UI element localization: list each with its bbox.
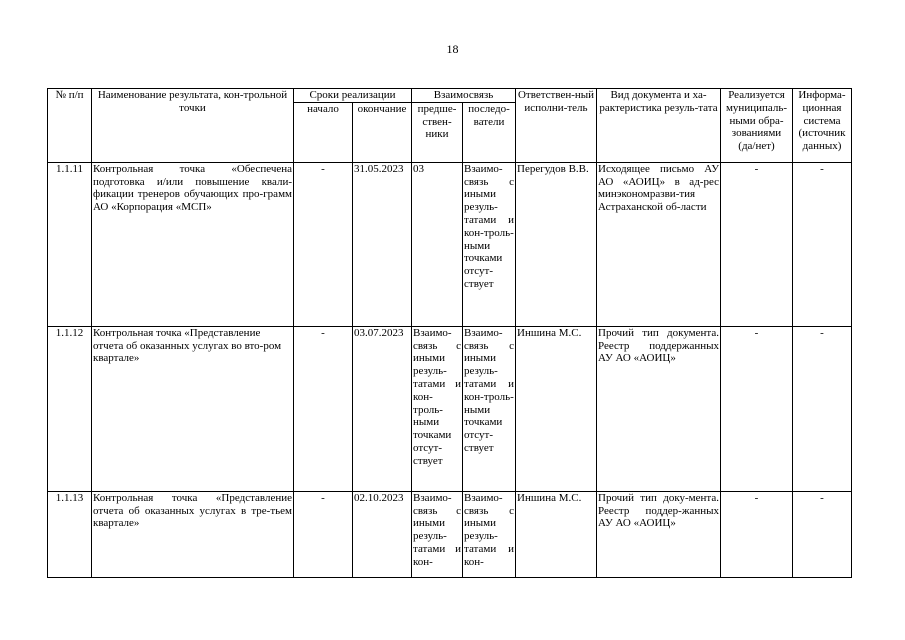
row-num: 1.1.11: [48, 162, 92, 326]
row-num: 1.1.12: [48, 326, 92, 491]
row-name: Контрольная точка «Представление отчета об оказанных услугах во вто-ром квартале»: [92, 326, 294, 491]
row-successors: Взаимо-связь с иными резуль-татами и кон-троль-ными точками отсут-ствует: [463, 162, 516, 326]
row-predecessors: 03: [412, 162, 463, 326]
page-number: 18: [446, 42, 459, 56]
header-link: Взаимосвязь: [412, 89, 516, 103]
row-end: 02.10.2023: [353, 491, 412, 577]
row-start: -: [294, 491, 353, 577]
row-responsible: Иншина М.С.: [516, 491, 597, 577]
row-document: Прочий тип документа. Реестр поддержанных АУ АО «АОИЦ»: [597, 326, 721, 491]
row-predecessors-text: Взаимо-связь с иными резуль-татами и кон-: [413, 491, 461, 568]
row-responsible: Перегудов В.В.: [516, 162, 597, 326]
row-name: Контрольная точка «Обеспечена подготовка и/или повышение квали-фикации тренеров обучающих про-грамм АО «Корпорация «МСП»: [92, 162, 294, 326]
header-num: № п/п: [48, 89, 92, 163]
row-successors: [463, 491, 516, 577]
row-document: Исходящее письмо АУ АО «АОИЦ» в ад-рес минэкономразви-тия Астраханской об-ласти: [597, 162, 721, 326]
header-successors: последо-ватели: [463, 102, 516, 162]
row-info-system: -: [793, 491, 852, 577]
row-municipal: -: [721, 491, 793, 577]
row-info-system: -: [793, 162, 852, 326]
row-num: 1.1.13: [48, 491, 92, 577]
control-points-table: [47, 88, 852, 578]
header-terms: Сроки реализации: [294, 89, 412, 103]
row-successors: Взаимо-связь с иными резуль-татами и кон-троль-ными точками отсут-ствует: [463, 326, 516, 491]
row-name: Контрольная точка «Представление отчета об оказанных услугах в тре-тьем квартале»: [92, 491, 294, 577]
row-predecessors: [412, 491, 463, 577]
row-start: -: [294, 162, 353, 326]
row-document: Прочий тип доку-мента. Реестр поддер-жанных АУ АО «АОИЦ»: [597, 491, 721, 577]
table-row: [48, 491, 852, 577]
row-responsible: Иншина М.С.: [516, 326, 597, 491]
table-header: [48, 89, 852, 163]
row-start: -: [294, 326, 353, 491]
header-end: окончание: [353, 102, 412, 162]
table-row: [48, 162, 852, 326]
header-responsible: Ответствен-ный исполни-тель: [516, 89, 597, 163]
header-info-system: Информа-ционная система (источник данных): [793, 89, 852, 163]
header-document: Вид документа и ха-рактеристика резуль-тата: [597, 89, 721, 163]
row-end: 03.07.2023: [353, 326, 412, 491]
row-end: 31.05.2023: [353, 162, 412, 326]
table-row: [48, 326, 852, 491]
row-municipal: -: [721, 326, 793, 491]
row-successors-text: Взаимо-связь с иными резуль-татами и кон-: [464, 491, 514, 568]
row-info-system: -: [793, 326, 852, 491]
header-start: начало: [294, 102, 353, 162]
header-name: Наименование результата, кон-трольной точки: [92, 89, 294, 163]
header-predecessors: предше-ствен-ники: [412, 102, 463, 162]
header-municipal: Реализуется муниципаль-ными обра-зованиями (да/нет): [721, 89, 793, 163]
row-municipal: -: [721, 162, 793, 326]
row-predecessors: Взаимо-связь с иными резуль-татами и кон-троль-ными точками отсут-ствует: [412, 326, 463, 491]
